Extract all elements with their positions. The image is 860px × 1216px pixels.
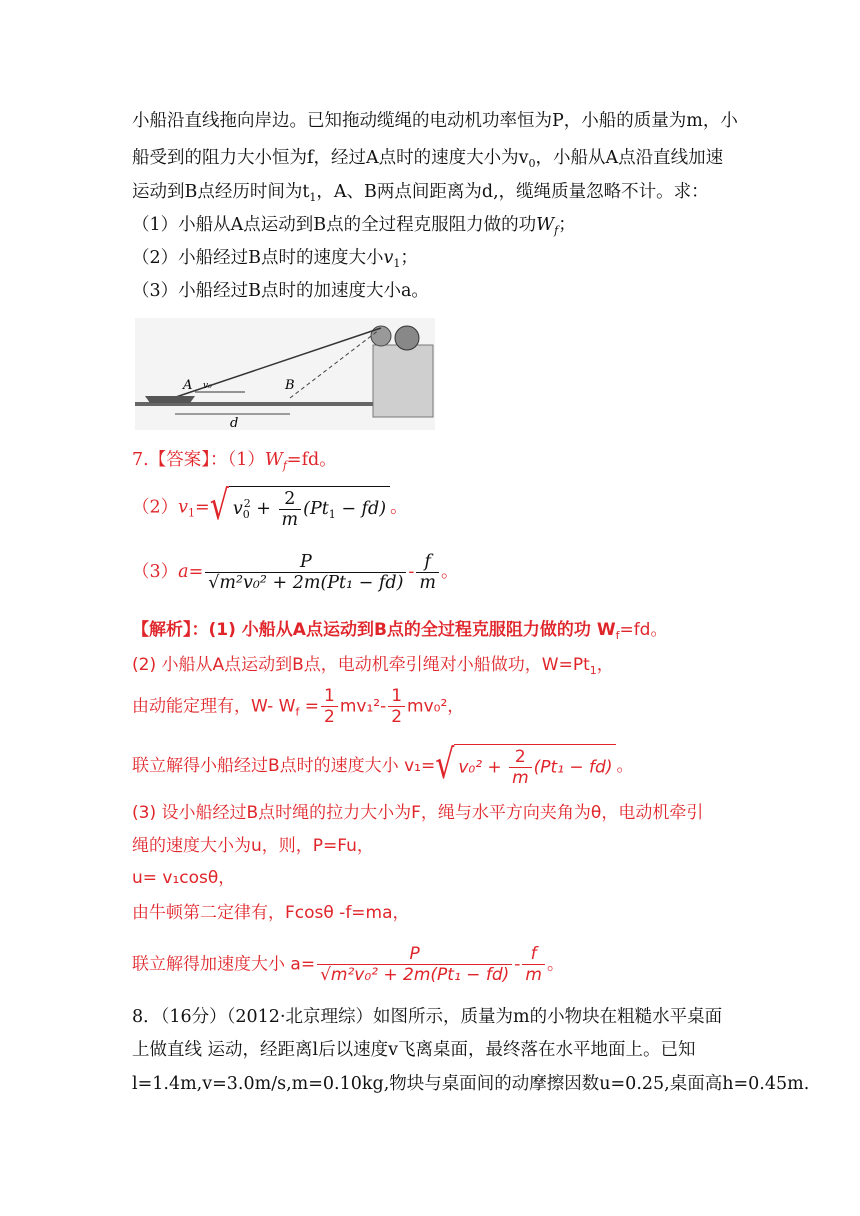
label-b: B [285, 378, 295, 393]
analysis-line-1: 【解析】：(1) 小船从A点运动到B点的全过程克服阻力做的功 $W_f=fd$。 [132, 620, 668, 642]
question-2: （2）小船经过B点时的速度大小$v_1$； [132, 248, 418, 270]
analysis-line-3: 由动能定理有，W- $W_f$ = $\frac{1}{2}$ mv₁²- $\frac{1}{2}$ mv₀²， [132, 686, 465, 727]
analysis-line-7: u= v₁cosθ， [132, 868, 236, 888]
boat-pulley-figure [135, 318, 435, 430]
analysis-line-6: 绳的速度大小为u，则，P=Fu， [132, 836, 374, 856]
analysis-line-8: 由牛顿第二定律有，Fcosθ -f=ma， [132, 903, 410, 923]
analysis-line-2: (2) 小船从A点运动到B点，电动机牵引绳对小船做功，$W=Pt_1$， [132, 655, 614, 677]
analysis-line-9: 联立解得加速度大小 a= $\frac{P}{\text{√m²v₀² + 2m(Pt₁ − fd)}}$ - $\frac{f}{m}$ 。 [132, 944, 564, 985]
label-v0: v₀ [203, 381, 212, 391]
problem-8-line-1: 8．（16分）（2012·北京理综）如图所示，质量为m的小物块在粗糙水平桌面 [132, 1007, 723, 1027]
label-a: A [183, 378, 193, 393]
problem-8-line-3: l=1.4m,v=3.0m/s,m=0.10kg,物块与桌面间的动摩擦因数u=0.25,桌面高h=0.45m. [132, 1074, 810, 1094]
boat-a [145, 396, 195, 403]
problem-8-line-2: 上做直线 运动，经距离l后以速度v飞离桌面，最终落在水平地面上。已知 [132, 1040, 696, 1060]
answer-3: （3）a= $\frac{P}{\text{√m²v₀² + 2m(Pt₁ − fd)}}$ - $\frac{f}{m}$ 。 [132, 552, 459, 593]
answer-1: 7.【答案】：$(1)W_f=fd$。 [132, 450, 337, 472]
analysis-line-4: 联立解得小船经过B点时的速度大小 v₁=√ v₀² + $\frac{2}{m}$ (Pt₁ − fd) 。 [132, 741, 634, 789]
shore-block [373, 345, 433, 417]
analysis-line-5: (3) 设小船经过B点时绳的拉力大小为F，绳与水平方向夹角为θ，电动机牵引 [132, 803, 704, 823]
problem-line-1: 小船沿直线拖向岸边。已知拖动缆绳的电动机功率恒为P，小船的质量为m，小 [132, 111, 738, 131]
answer-2: $(2)v_1=√$ $v_0^2$ + $\frac{2}{m}$ $(Pt_1 - fd)$ 。 [132, 482, 408, 530]
sqrt-expression: √ $v_0^2$ + $\frac{2}{m}$ $(Pt_1 - fd)$ [210, 486, 390, 530]
problem-line-2: 船受到的阻力大小恒为f，经过A点时的速度大小为$v_0$，小船从A点沿直线加速 [132, 148, 724, 170]
label-d: d [230, 416, 239, 430]
problem-line-3: 运动到B点经历时间为$t_1$，A、B两点间距离为d,，缆绳质量忽略不计。求： [132, 182, 709, 204]
question-1: （1）小船从A点运动到B点的全过程克服阻力做的功$W_f$； [132, 215, 576, 237]
motor-icon [395, 326, 419, 350]
pulley-wheel [371, 326, 391, 346]
question-3: （3）小船经过B点时的加速度大小a。 [132, 281, 429, 301]
